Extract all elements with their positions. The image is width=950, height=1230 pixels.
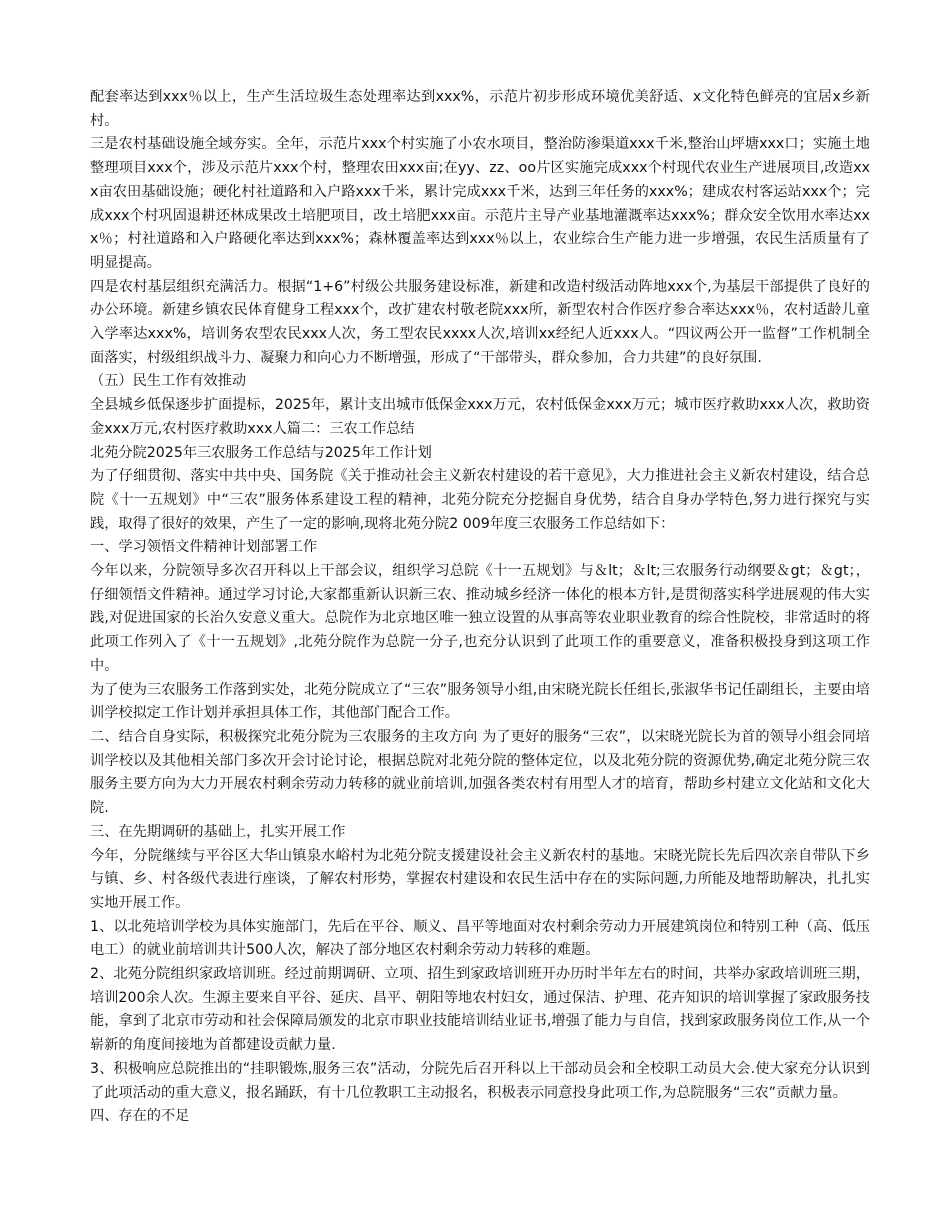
document-body xyxy=(90,86,870,1129)
list-item-1-training: 1、以北苑培训学校为具体实施部门，先后在平谷、顺义、昌平等地面对农村剩余劳动力开展建筑岗位和特别工种（高、低压电工）的就业前培训共计500人次，解决了部分地区农村剩余劳动力转移的难题。 xyxy=(90,918,870,959)
list-item-2-housekeeping: 2、北苑分院组织家政培训班。经过前期调研、立项、招生到家政培训班开办历时半年左右的时间，共举办家政培训班三期，培训200余人次。生源主要来自平谷、延庆、昌平、朝阳等地农村妇女，通过保洁、护理、花卉知识的培训掌握了家政服务技能，拿到了北京市劳动和社会保障局颁发的北京市职业技能培训结业证书,增强了能力与自信，找到家政服务岗位工作,从一个崭新的角度间接地为首都建设贡献力量. xyxy=(90,966,870,1054)
paragraph-leading-group: 为了使为三农服务工作落到实处，北苑分院成立了“三农”服务领导小组,由宋晓光院长任组长,张淑华书记任副组长，主要由培训学校拟定工作计划并承担具体工作，其他部门配合工作。 xyxy=(90,681,870,722)
paragraph-target-rates: 配套率达到xxx％以上，生产生活垃圾生态处理率达到xxx%，示范片初步形成环境优美舒适、x文化特色鲜亮的宜居x乡新村。 xyxy=(90,89,870,129)
section-heading-1: 一、学习领悟文件精神计划部署工作 xyxy=(90,539,318,556)
paragraph-introduction: 为了仔细贯彻、落实中共中央、国务院《关于推动社会主义新农村建设的若干意见》，大力推进社会主义新农村建设，结合总院《十一五规划》中“三农”服务体系建设工程的精神，北苑分院充分挖掘自身优势，结合自身办学特色,努力进行探究与实践，取得了很好的效果，产生了一定的影响,现将北苑分院2 009年度三农服务工作总结如下： xyxy=(90,468,870,532)
paragraph-social-security: 全县城乡低保逐步扩面提标，2025年，累计支出城市低保金xxx万元，农村低保金xxx万元；城市医疗救助xxx人次，救助资金xxx万元,农村医疗救助xxx人篇二：三农工作总结 xyxy=(90,397,870,437)
section-heading-livelihood: （五）民生工作有效推动 xyxy=(90,373,247,390)
paragraph-infrastructure: 三是农村基础设施全域夯实。全年，示范片xxx个村实施了小农水项目，整治防渗渠道xxx千米,整治山坪塘xxx口；实施土地整理项目xxx个，涉及示范片xxx个村，整理农田xxx亩;在yy、zz、oo片区实施完成xxx个村现代农业生产进展项目,改造xxx亩农田基础设施；硬化村社道路和入户路xxx千米，累计完成xxx千米，达到三年任务的xxx%；建成农村客运站xxx个；完成xxx个村巩固退耕还林成果改土培肥项目，改土培肥xxx亩。示范片主导产业基地灌溉率达xxx%；群众安全饮用水率达xxx％；村社道路和入户路硬化率达到xxx%；森林覆盖率达到xxx％以上，农业综合生产能力进一步增强，农民生活质量有了明显提高。 xyxy=(90,136,870,271)
section-heading-2-paragraph: 二、结合自身实际，积极探究北苑分院为三农服务的主攻方向 为了更好的服务“三农”，以宋晓光院长为首的领导小组会同培训学校以及其他相关部门多次开会讨论讨论，根据总院对北苑分院的整体定位，以及北苑分院的资源优势,确定北苑分院三农服务主要方向为大力开展农村剩余劳动力转移的就业前培训,加强各类农村有用型人才的培育，帮助乡村建立文化站和文化大院. xyxy=(90,728,870,817)
paragraph-grassroots: 四是农村基层组织充满活力。根据“1+6”村级公共服务建设标准，新建和改造村级活动阵地xxx个,为基层干部提供了良好的办公环境。新建乡镇农民体育健身工程xxx个，改扩建农村敬老院xxx所，新型农村合作医疗参合率达xxx％，农村适龄儿童入学率达xxx%，培训务农型农民xxx人次，务工型农民xxxx人次,培训xx经纪人近xxx人。“四议两公开一监督”工作机制全面落实，村级组织战斗力、凝聚力和向心力不断增强，形成了“干部带头，群众参加，合力共建”的良好氛围. xyxy=(90,278,870,366)
list-item-3-activity: 3、积极响应总院推出的“挂职锻炼,服务三农”活动，分院先后召开科以上干部动员会和全校职工动员大会.使大家充分认识到了此项活动的重大意义，报名踊跃，有十几位教职工主动报名，积极表示同意投身此项工作,为总院服务“三农”贡献力量。 xyxy=(90,1060,870,1101)
section-heading-3: 三、在先期调研的基础上，扎实开展工作 xyxy=(90,823,346,840)
paragraph-base-village: 今年，分院继续与平谷区大华山镇泉水峪村为北苑分院支援建设社会主义新农村的基地。宋晓光院长先后四次亲自带队下乡与镇、乡、村各级代表进行座谈，了解农村形势，掌握农村建设和农民生活中存在的实际问题,力所能及地帮助解决，扎扎实实地开展工作。 xyxy=(90,847,870,911)
document-title: 北苑分院2025年三农服务工作总结与2025年工作计划 xyxy=(90,444,432,461)
section-heading-4: 四、存在的不足 xyxy=(90,1108,190,1125)
paragraph-study-documents: 今年以来，分院领导多次召开科以上干部会议，组织学习总院《十一五规划》与＆lt；＆lt;三农服务行动纲要＆gt；＆gt；，仔细领悟文件精神。通过学习讨论,大家都重新认识新三农、推动城乡经济一体化的根本方针,是贯彻落实科学进展观的伟大实践,对促进国家的长治久安意义重大。总院作为北京地区唯一独立设置的从事高等农业职业教育的综合性院校，非常适时的将此项工作列入了《十一五规划》,北苑分院作为总院一分子,也充分认识到了此项工作的重要意义，准备积极投身到这项工作中。 xyxy=(90,563,870,674)
